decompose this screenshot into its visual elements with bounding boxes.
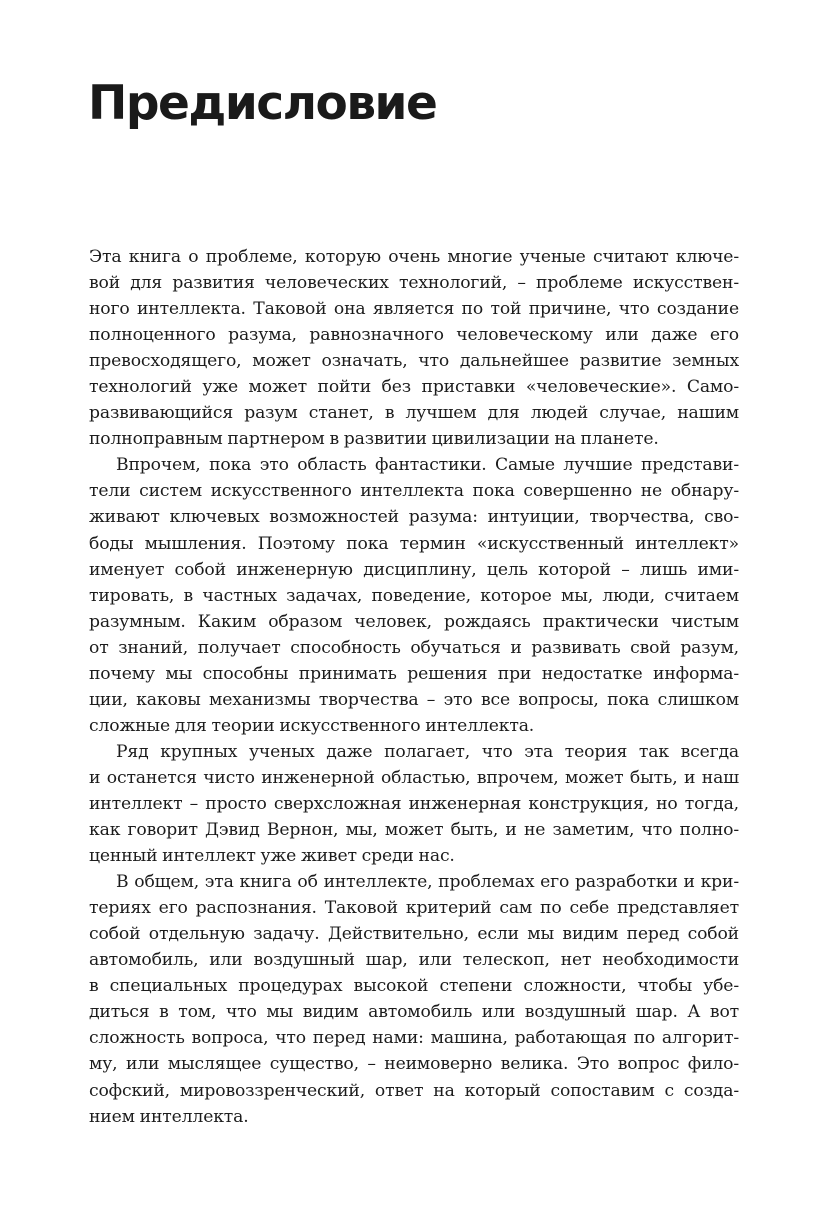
text-line: именует собой инженерную дисциплину, цель которой – лишь ими- — [89, 559, 739, 580]
text-line: тировать, в частных задачах, поведение, которое мы, люди, считаем — [89, 585, 739, 606]
text-line: разумным. Каким образом человек, рождаясь практически чистым — [89, 611, 739, 632]
text-line: как говорит Дэвид Вернон, мы, может быть, и не заметим, что полно- — [89, 820, 739, 841]
text-line: нием интеллекта. — [89, 1106, 249, 1127]
paragraph — [89, 869, 739, 1129]
text-line: автомобиль, или воздушный шар, или телескоп, нет необходимости — [89, 950, 739, 971]
text-line: В общем, эта книга об интеллекте, проблемах его разработки и кри- — [116, 872, 739, 893]
text-line: технологий уже может пойти без приставки «человеческие». Само- — [89, 377, 739, 398]
text-line: софский, мировоззренческий, ответ на который сопоставим с созда- — [89, 1080, 739, 1101]
text-line: Впрочем, пока это область фантастики. Самые лучшие представи- — [116, 455, 739, 476]
text-line: вой для развития человеческих технологий, – проблеме искусствен- — [89, 273, 739, 294]
text-line: полноправным партнером в развитии цивилизации на планете. — [89, 429, 659, 450]
text-line: и останется чисто инженерной областью, впрочем, может быть, и наш — [89, 767, 739, 788]
text-line: почему мы способны принимать решения при недостатке информа- — [89, 663, 739, 684]
text-line: му, или мыслящее существо, – неимоверно велика. Это вопрос фило- — [89, 1054, 739, 1075]
text-line: интеллект – просто сверхсложная инженерная конструкция, но тогда, — [89, 793, 739, 814]
text-line: ценный интеллект уже живет среди нас. — [89, 846, 455, 867]
text-line: териях его распознания. Таковой критерий сам по себе представляет — [89, 898, 739, 919]
paragraph — [89, 244, 739, 452]
text-line: диться в том, что мы видим автомобиль или воздушный шар. А вот — [89, 1002, 739, 1023]
page-title: Предисловие — [88, 76, 437, 131]
text-line: боды мышления. Поэтому пока термин «искусственный интеллект» — [89, 533, 739, 554]
text-line: ного интеллекта. Таковой она является по той причине, что создание — [89, 299, 739, 320]
text-line: развивающийся разум станет, в лучшем для людей случае, нашим — [89, 403, 739, 424]
paragraph — [89, 739, 739, 869]
text-line: Ряд крупных ученых даже полагает, что эта теория так всегда — [116, 741, 739, 762]
text-line: полноценного разума, равнозначного человеческому или даже его — [89, 325, 739, 346]
paragraph — [89, 452, 739, 739]
text-line: живают ключевых возможностей разума: интуиции, творчества, сво- — [89, 507, 739, 528]
text-line: Эта книга о проблеме, которую очень многие ученые считают ключе- — [89, 247, 739, 267]
text-line: от знаний, получает способность обучаться и развивать свой разум, — [89, 637, 739, 658]
text-line: сложные для теории искусственного интеллекта. — [89, 715, 535, 736]
text-line: тели систем искусственного интеллекта пока совершенно не обнару- — [89, 481, 739, 502]
text-line: собой отдельную задачу. Действительно, если мы видим перед собой — [89, 924, 739, 945]
text-line: превосходящего, может означать, что дальнейшее развитие земных — [89, 351, 739, 372]
text-line: ции, каковы механизмы творчества – это все вопросы, пока слишком — [89, 689, 739, 710]
text-line: сложность вопроса, что перед нами: машина, работающая по алгорит- — [89, 1028, 739, 1049]
text-line: в специальных процедурах высокой степени сложности, чтобы убе- — [89, 976, 739, 997]
body-text — [89, 244, 739, 1130]
